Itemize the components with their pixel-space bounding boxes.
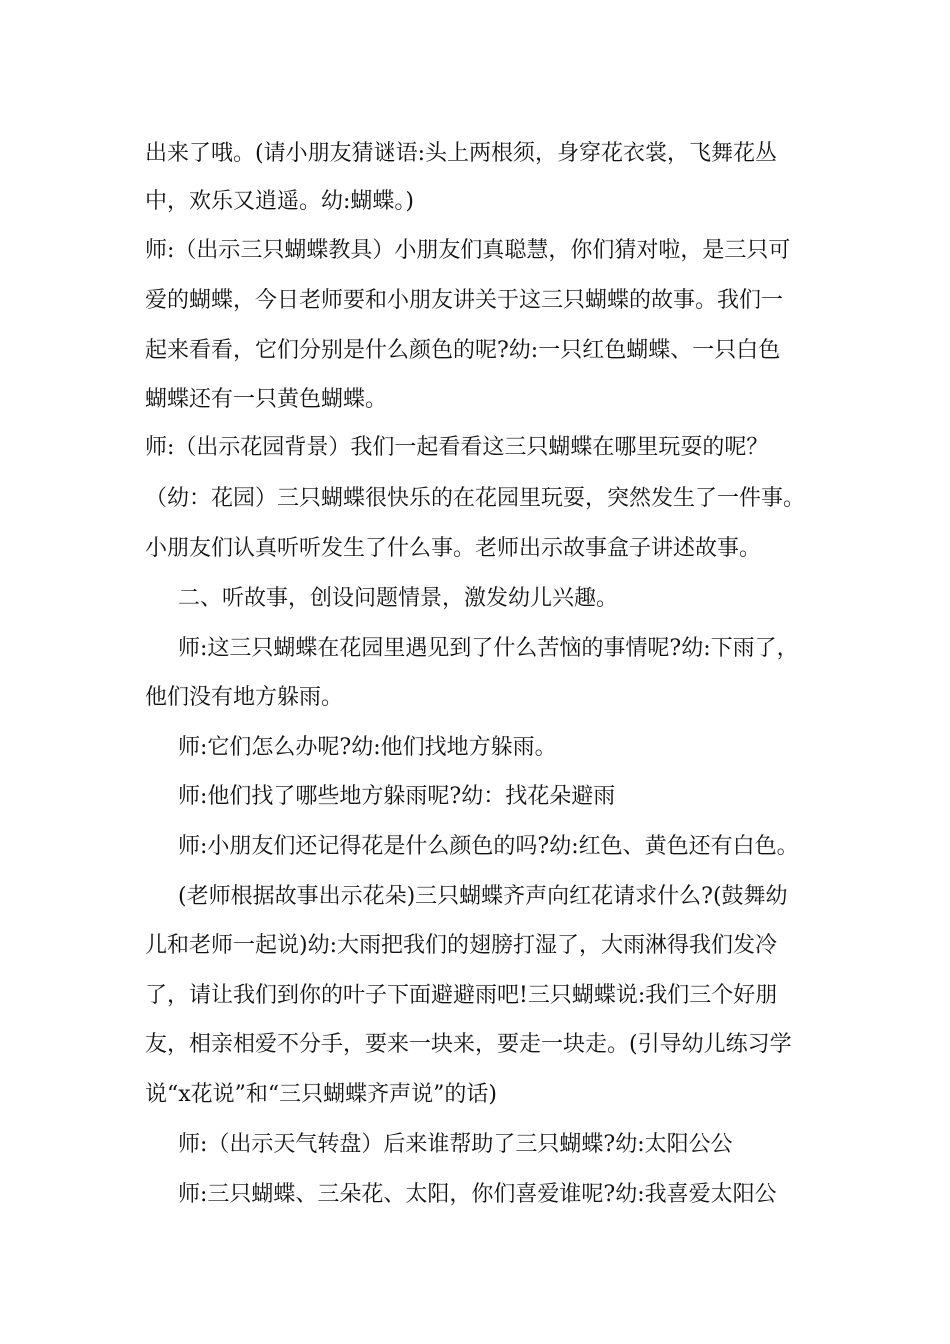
- text-line: 师:（出示天气转盘）后来谁帮助了三只蝴蝶?幼:太阳公公: [178, 1132, 733, 1157]
- text-line: 爱的蝴蝶，今日老师要和小朋友讲关于这三只蝴蝶的故事。我们一: [145, 288, 784, 313]
- text-line: （幼：花园）三只蝴蝶很快乐的在花园里玩耍，突然发生了一件事。: [145, 486, 806, 511]
- text-line: 儿和老师一起说)幼:大雨把我们的翅膀打湿了，大雨淋得我们发冷: [145, 933, 777, 958]
- text-line: 师:这三只蝴蝶在花园里遇见到了什么苦恼的事情呢?幼:下雨了，: [178, 636, 799, 661]
- text-line: 师:小朋友们还记得花是什么颜色的吗?幼:红色、黄色还有白色。: [178, 834, 799, 859]
- text-line: 小朋友们认真听听发生了什么事。老师出示故事盒子讲述故事。: [145, 536, 762, 561]
- text-line: 了，请让我们到你的叶子下面避避雨吧!三只蝴蝶说:我们三个好朋: [145, 983, 778, 1008]
- text-line: 师:三只蝴蝶、三朵花、太阳，你们喜爱谁呢?幼:我喜爱太阳公: [178, 1182, 777, 1207]
- text-line: 师:他们找了哪些地方躲雨呢?幼：找花朵避雨: [178, 784, 616, 809]
- text-line: 师:它们怎么办呢?幼:他们找地方躲雨。: [178, 735, 557, 760]
- text-line: 师:（出示花园背景）我们一起看看这三只蝴蝶在哪里玩耍的呢？: [145, 435, 769, 460]
- text-line: 他们没有地方躲雨。: [145, 685, 344, 710]
- text-line: 师:（出示三只蝴蝶教具）小朋友们真聪慧，你们猜对啦，是三只可: [145, 238, 791, 263]
- text-line: 蝴蝶还有一只黄色蝴蝶。: [145, 387, 388, 412]
- text-line: 中，欢乐又逍遥。幼:蝴蝶。): [145, 189, 414, 214]
- text-line: 友，相亲相爱不分手，要来一块来，要走一块走。(引导幼儿练习学: [145, 1032, 792, 1057]
- text-line: 出来了哦。(请小朋友猜谜语:头上两根须，身穿花衣裳，飞舞花丛: [145, 141, 777, 166]
- text-line: 起来看看，它们分别是什么颜色的呢?幼:一只红色蝴蝶、一只白色: [145, 338, 781, 363]
- section-heading: 二、听故事，创设问题情景，激发幼儿兴趣。: [178, 586, 619, 611]
- text-line: (老师根据故事出示花朵)三只蝴蝶齐声向红花请求什么?(鼓舞幼: [178, 884, 788, 909]
- text-line: 说“x花说”和“三只蝴蝶齐声说”的话): [145, 1082, 497, 1107]
